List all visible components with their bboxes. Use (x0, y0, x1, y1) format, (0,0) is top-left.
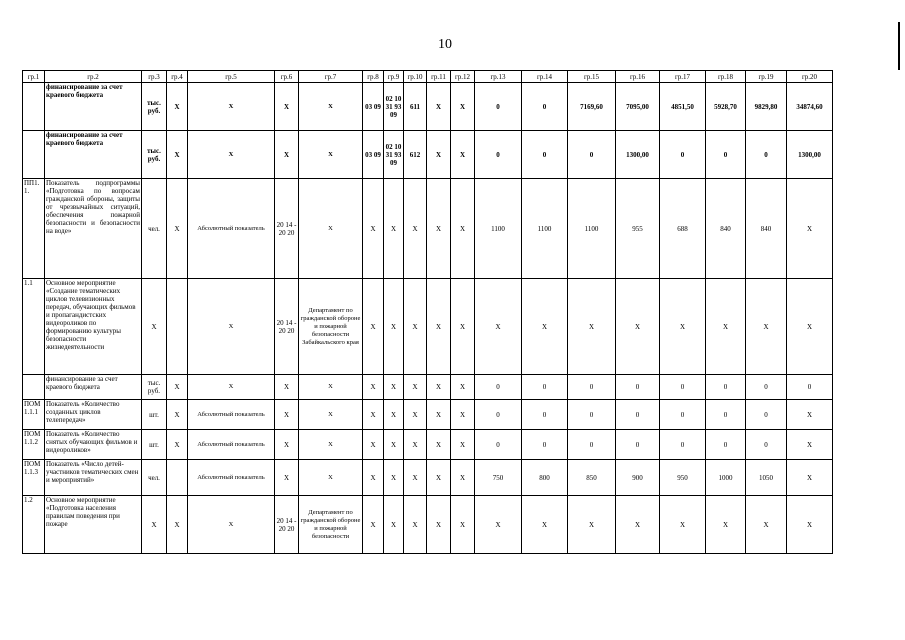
table-cell: Абсолютный показатель (188, 179, 275, 279)
table-cell: тыс. руб. (142, 131, 167, 179)
table-row (23, 131, 833, 179)
table-cell: Абсолютный показатель (188, 430, 275, 460)
table-cell: Показатель подпрограммы «Подготовка по вопросам гражданской обороны, защиты от чрезвычайных ситуаций, обеспечения пожарной безопасности и безопасности на воде» (45, 179, 142, 279)
table-cell: Департамент по гражданской обороне и пожарной безопасности Забайкальского края (299, 279, 363, 375)
table-cell: X (427, 460, 451, 496)
table-cell: 1300,00 (616, 131, 660, 179)
table-cell: 900 (616, 460, 660, 496)
table-cell: X (167, 496, 188, 554)
table-cell: ПП1. 1. (23, 179, 45, 279)
table-cell: X (363, 279, 384, 375)
table-cell: 0 (660, 400, 706, 430)
table-cell: 0 (522, 131, 568, 179)
table-cell: Показатель «Количество снятых обучающих фильмов и видеороликов» (45, 430, 142, 460)
table-cell: 0 (706, 400, 746, 430)
table-cell: Основное мероприятие «Создание тематических циклов телевизионных передач, обучающих фильмов и пропагандистских видеороликов по формированию культуры безопасности жизнедеятельности (45, 279, 142, 375)
table-cell: X (384, 375, 404, 400)
header-cell: гр.3 (142, 71, 167, 83)
table-cell: 03 09 (363, 83, 384, 131)
table-cell: X (404, 400, 427, 430)
table-cell: X (363, 375, 384, 400)
header-cell: гр.18 (706, 71, 746, 83)
table-cell: X (404, 279, 427, 375)
header-cell: гр.14 (522, 71, 568, 83)
table-cell: 0 (475, 83, 522, 131)
margin-line (898, 22, 900, 70)
page-number: 10 (438, 37, 452, 52)
table-cell: шт. (142, 430, 167, 460)
table-cell: 840 (746, 179, 787, 279)
header-cell: гр.11 (427, 71, 451, 83)
table-cell: X (384, 179, 404, 279)
table-cell: X (167, 83, 188, 131)
table-cell: X (188, 496, 275, 554)
header-cell: гр.6 (275, 71, 299, 83)
table-cell: X (706, 279, 746, 375)
header-cell: гр.16 (616, 71, 660, 83)
table-cell: X (363, 179, 384, 279)
table-cell: X (568, 279, 616, 375)
table-cell: 0 (475, 375, 522, 400)
table-cell: X (427, 400, 451, 430)
table-row (23, 460, 833, 496)
table-cell: X (188, 83, 275, 131)
table-cell: 02 10 31 93 09 (384, 131, 404, 179)
table-cell: Показатель «Количество созданных циклов телепередач» (45, 400, 142, 430)
table-cell: X (427, 83, 451, 131)
table-cell: 20 14 - 20 20 (275, 179, 299, 279)
table-cell: 0 (706, 430, 746, 460)
table-cell: 0 (787, 375, 833, 400)
table-cell: финансирование за счет краевого бюджета (45, 83, 142, 131)
table-cell: X (188, 131, 275, 179)
table-row (23, 279, 833, 375)
table-cell: 0 (746, 400, 787, 430)
table-cell: X (568, 496, 616, 554)
table-cell: X (451, 460, 475, 496)
table-cell: 688 (660, 179, 706, 279)
table-cell: 0 (522, 83, 568, 131)
table-cell: 7095,00 (616, 83, 660, 131)
table-cell: X (299, 131, 363, 179)
header-row (23, 71, 833, 83)
table-cell: чел. (142, 179, 167, 279)
table-cell: X (706, 496, 746, 554)
table-cell: ПОМ 1.1.1 (23, 400, 45, 430)
header-cell: гр.13 (475, 71, 522, 83)
table-cell: X (363, 496, 384, 554)
table-cell (167, 279, 188, 375)
table-cell: Показатель «Число детей-участников тематических смен и мероприятий» (45, 460, 142, 496)
table-cell: 1.2 (23, 496, 45, 554)
table-cell: X (384, 460, 404, 496)
table-cell: 0 (522, 400, 568, 430)
table-cell: X (427, 375, 451, 400)
table-cell: X (384, 279, 404, 375)
table-row (23, 430, 833, 460)
table-cell: 0 (706, 375, 746, 400)
table-cell: 1100 (522, 179, 568, 279)
table-cell: тыс. руб. (142, 375, 167, 400)
table-cell: финансирование за счет краевого бюджета (45, 375, 142, 400)
table-cell: X (451, 375, 475, 400)
table-cell: X (427, 131, 451, 179)
table-cell: X (787, 460, 833, 496)
table-cell: 0 (616, 375, 660, 400)
table-cell: 0 (660, 430, 706, 460)
table-cell: X (616, 496, 660, 554)
table-cell: X (299, 83, 363, 131)
header-cell: гр.7 (299, 71, 363, 83)
table-cell: 0 (475, 430, 522, 460)
table-cell: X (299, 375, 363, 400)
table-cell: X (167, 375, 188, 400)
table-cell: финансирование за счет краевого бюджета (45, 131, 142, 179)
table-cell: 0 (475, 131, 522, 179)
table-cell: 20 14 - 20 20 (275, 279, 299, 375)
table-cell: X (167, 131, 188, 179)
table-cell: X (167, 179, 188, 279)
table-cell: 0 (616, 430, 660, 460)
table-cell: ПОМ 1.1.3 (23, 460, 45, 496)
header-cell: гр.20 (787, 71, 833, 83)
table-cell: X (142, 496, 167, 554)
table-cell: 7169,60 (568, 83, 616, 131)
table-cell: X (363, 400, 384, 430)
table-cell: 0 (568, 430, 616, 460)
table-cell: X (142, 279, 167, 375)
table-cell: X (275, 83, 299, 131)
table-cell: чел. (142, 460, 167, 496)
table-cell: X (275, 131, 299, 179)
table-cell: X (427, 430, 451, 460)
table-cell: 950 (660, 460, 706, 496)
table-cell: X (451, 131, 475, 179)
table-cell: X (475, 496, 522, 554)
header-cell: гр.8 (363, 71, 384, 83)
table-cell: X (451, 430, 475, 460)
table-cell: X (746, 279, 787, 375)
table-cell (23, 131, 45, 179)
table-cell: 03 09 (363, 131, 384, 179)
table-cell: X (384, 496, 404, 554)
table-cell: 612 (404, 131, 427, 179)
table-cell: Абсолютный показатель (188, 460, 275, 496)
table-cell: X (275, 400, 299, 430)
table-cell: X (188, 375, 275, 400)
table-cell: 34874,60 (787, 83, 833, 131)
table-row (23, 179, 833, 279)
table-cell: X (451, 400, 475, 430)
header-cell: гр.17 (660, 71, 706, 83)
table-cell: X (299, 430, 363, 460)
header-cell: гр.4 (167, 71, 188, 83)
table-cell: X (404, 375, 427, 400)
table-cell: X (275, 430, 299, 460)
table-row (23, 83, 833, 131)
table-cell: X (451, 179, 475, 279)
table-cell: X (299, 400, 363, 430)
table-cell: X (188, 279, 275, 375)
table-cell (167, 460, 188, 496)
table-cell: 800 (522, 460, 568, 496)
table-cell: X (299, 460, 363, 496)
table-cell: X (404, 460, 427, 496)
table-cell: 611 (404, 83, 427, 131)
table-cell: X (299, 179, 363, 279)
table-cell: X (404, 430, 427, 460)
table-cell: X (427, 496, 451, 554)
table-cell: Департамент по гражданской обороне и пожарной безопасности (299, 496, 363, 554)
table-cell: 20 14 - 20 20 (275, 496, 299, 554)
table-cell: 750 (475, 460, 522, 496)
table-cell: 850 (568, 460, 616, 496)
table-cell: тыс. руб. (142, 83, 167, 131)
table-cell: Основное мероприятие «Подготовка населения правилам поведения при пожаре (45, 496, 142, 554)
table-cell: X (787, 496, 833, 554)
table-cell: X (384, 430, 404, 460)
table-row (23, 400, 833, 430)
table-cell: X (427, 179, 451, 279)
table-cell: X (475, 279, 522, 375)
table-cell: X (787, 179, 833, 279)
table-cell: 0 (616, 400, 660, 430)
header-cell: гр.5 (188, 71, 275, 83)
table-cell (23, 83, 45, 131)
table-cell: 0 (568, 375, 616, 400)
header-cell: гр.12 (451, 71, 475, 83)
table-cell: 0 (746, 131, 787, 179)
table-cell: X (363, 430, 384, 460)
header-cell: гр.1 (23, 71, 45, 83)
table-cell: 0 (475, 400, 522, 430)
table-body (23, 83, 833, 554)
table-cell: X (787, 279, 833, 375)
table-cell: X (167, 400, 188, 430)
table-cell: 0 (660, 375, 706, 400)
table-cell: X (363, 460, 384, 496)
table-cell: 0 (746, 430, 787, 460)
table-cell: X (427, 279, 451, 375)
table-cell: X (522, 279, 568, 375)
table-cell: 0 (568, 400, 616, 430)
table-cell: 0 (746, 375, 787, 400)
header-cell: гр.2 (45, 71, 142, 83)
table-cell: 0 (660, 131, 706, 179)
table-cell: X (451, 279, 475, 375)
header-cell: гр.15 (568, 71, 616, 83)
table-cell: 5928,70 (706, 83, 746, 131)
table-cell: X (167, 430, 188, 460)
table-cell: X (746, 496, 787, 554)
table-row (23, 496, 833, 554)
table-cell: X (275, 375, 299, 400)
table-cell: 1.1 (23, 279, 45, 375)
table-cell: 02 10 31 93 09 (384, 83, 404, 131)
table-cell: 0 (522, 430, 568, 460)
table-cell (23, 375, 45, 400)
table-cell: 955 (616, 179, 660, 279)
table-cell: 1050 (746, 460, 787, 496)
table-cell: X (660, 279, 706, 375)
table-cell: 0 (522, 375, 568, 400)
table-cell: X (404, 496, 427, 554)
table-cell: 4851,50 (660, 83, 706, 131)
table-cell: X (787, 430, 833, 460)
table-cell: 1100 (475, 179, 522, 279)
table-cell: 1100 (568, 179, 616, 279)
table-cell: X (522, 496, 568, 554)
table-cell: ПОМ 1.1.2 (23, 430, 45, 460)
data-table (22, 70, 833, 554)
table-cell: Абсолютный показатель (188, 400, 275, 430)
table-cell: X (616, 279, 660, 375)
table-cell: 9829,80 (746, 83, 787, 131)
table-cell: X (451, 83, 475, 131)
table-cell: X (660, 496, 706, 554)
table-cell: 0 (706, 131, 746, 179)
table-cell: шт. (142, 400, 167, 430)
header-cell: гр.9 (384, 71, 404, 83)
header-cell: гр.10 (404, 71, 427, 83)
table-cell: X (451, 496, 475, 554)
table-cell: 1000 (706, 460, 746, 496)
table-cell: X (275, 460, 299, 496)
header-cell: гр.19 (746, 71, 787, 83)
table-cell: X (404, 179, 427, 279)
table-cell: 1300,00 (787, 131, 833, 179)
table-cell: 0 (568, 131, 616, 179)
table-row (23, 375, 833, 400)
table-cell: X (384, 400, 404, 430)
table-cell: 840 (706, 179, 746, 279)
table-cell: X (787, 400, 833, 430)
